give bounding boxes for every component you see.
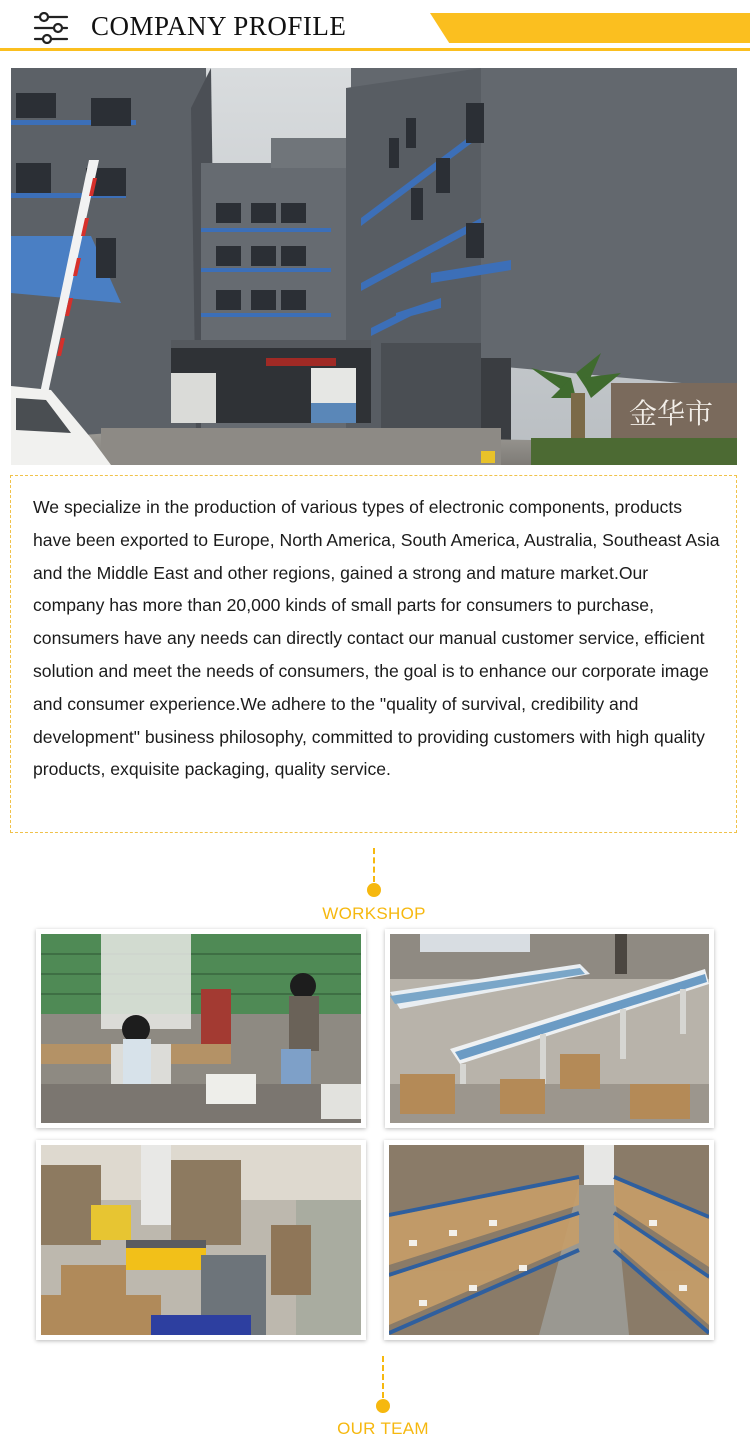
workshop-heading: WORKSHOP xyxy=(322,904,426,923)
marker-stem xyxy=(382,1356,384,1398)
header-divider xyxy=(0,48,750,51)
team-heading: OUR TEAM xyxy=(337,1419,429,1438)
sliders-icon xyxy=(33,12,69,44)
warehouse-photo-shelves xyxy=(384,1140,714,1340)
workshop-photo-workers xyxy=(36,929,366,1128)
page-title: COMPANY PROFILE xyxy=(91,11,347,41)
marker-dot xyxy=(376,1399,390,1413)
warehouse-photo-packing xyxy=(36,1140,366,1340)
workshop-section-marker xyxy=(274,848,474,928)
company-intro-text: We specialize in the production of various types of electronic components, products have been exported to Europe, North America, South America, Australia, Southeast Asia and the Middle East and other regions, gained a strong and mature market.Our company has more than 20,000 kinds of small parts for consumers to purchase, consumers have any needs can directly contact our manual customer service, efficient solution and meet the needs of consumers, the goal is to enhance our corporate image and consumer experience.We adhere to the "quality of survival, credibility and development" business philosophy, committed to providing customers with high quality products, exquisite packaging, quality service. xyxy=(33,497,720,780)
marker-stem xyxy=(373,848,375,882)
team-section-marker xyxy=(283,1356,483,1447)
marker-dot xyxy=(367,883,381,897)
hero-sign-text: 金华市 xyxy=(629,397,714,430)
workshop-photo-assembly-line xyxy=(385,929,714,1128)
header-accent-banner xyxy=(430,13,750,43)
company-intro-box xyxy=(10,475,737,833)
company-building-photo xyxy=(11,68,737,465)
page-header xyxy=(0,0,750,58)
